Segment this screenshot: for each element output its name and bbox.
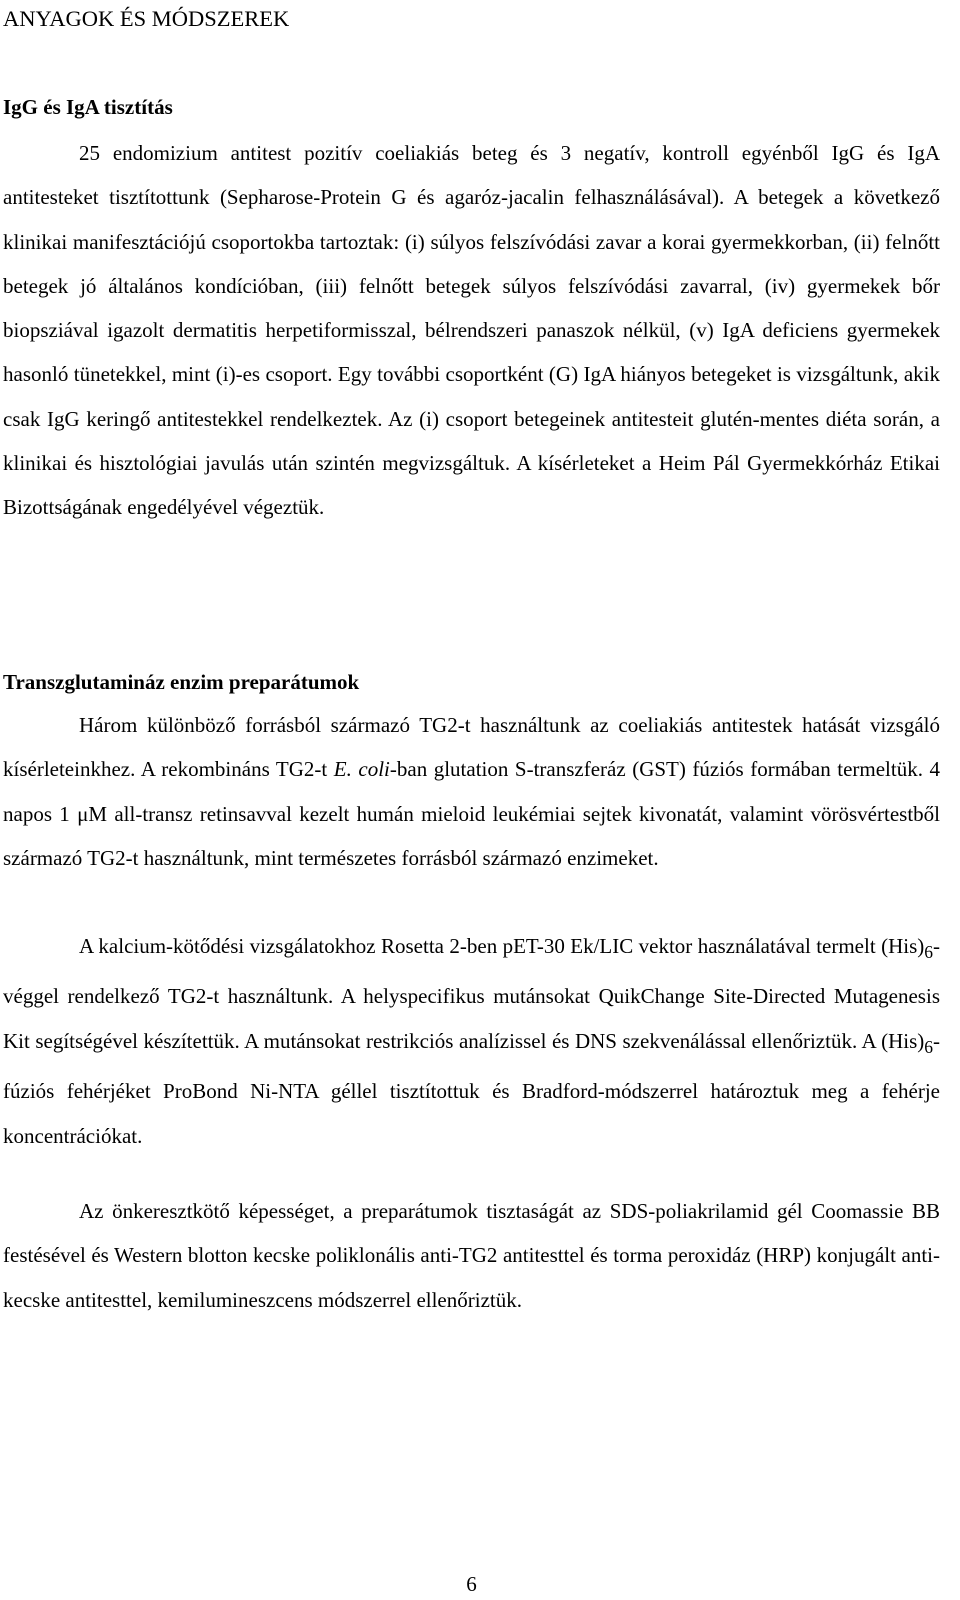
organism-name: E. coli (333, 757, 390, 782)
text-segment: A kalcium-kötődési vizsgálatokhoz Rosetta 2-ben pET-30 Ek/LIC vektor használatával termelt (His) (79, 934, 925, 958)
paragraph-calcium-binding (3, 924, 940, 1158)
text-segment: -fúziós fehérjéket ProBond Ni-NTA géllel tisztítottuk és Bradford-módszerrel határoztuk meg a fehérje koncentrációkat. (3, 1028, 940, 1148)
text-segment: Három különböző forrásból származó TG2-t használtunk az coeliakiás antitestek hatását vizsgáló kísérleteinkhez. A rekombináns TG2-t (3, 713, 940, 782)
paragraph-crosslinking: Az önkeresztkötő képességet, a preparátumok tisztaságát az SDS-poliakrilamid gél Coomassie BB festésével és Western blotton kecske poliklonális anti-TG2 antitesttel és torma peroxidáz (HRP) konjugált anti-kecske antitesttel, kemilumineszcens módszerrel ellenőriztük. (3, 1199, 940, 1312)
text-segment: -véggel rendelkező TG2-t használtunk. A helyspecifikus mutánsokat QuikChange Site-Directed Mutagenesis Kit segítségével készítettük. A mutánsokat restrikciós analízissel és DNS szekvenálással ellenőriztük. A (His) (3, 934, 940, 1053)
chapter-heading: ANYAGOK ÉS MÓDSZEREK (3, 6, 290, 31)
section-heading-transglutaminase: Transzglutamináz enzim preparátumok (3, 670, 360, 694)
paragraph-igg-iga-purification: 25 endomizium antitest pozitív coeliakiás beteg és 3 negatív, kontroll egyénből IgG és IgA antitesteket tisztítottunk (Sepharose-Protein G és agaróz-jacalin felhasználásával). A betegek a következő klinikai manifesztációjú csoportokba tartoztak: (i) súlyos felszívódási zavar a korai gyermekkorban, (ii) felnőtt betegek jó általános kondícióban, (iii) felnőtt betegek súlyos felszívódási zavarral, (iv) gyermekek bőr biopsziával igazolt dermatitis herpetiformisszal, bélrendszeri panaszok nélkül, (v) IgA deficiens gyermekek hasonló tünetekkel, mint (i)-es csoport. Egy további csoportként (G) IgA hiányos betegeket is vizsgáltunk, akik csak IgG keringő antitestekkel rendelkeztek. Az (i) csoport betegeinek antitesteit glutén-mentes diéta során, a klinikai és hisztológiai javulás után szintén megvizsgáltuk. A kísérleteket a Heim Pál Gyermekkórház Etikai Bizottságának engedélyével végeztük. (3, 141, 940, 520)
subscript: 6 (924, 942, 933, 963)
subscript: 6 (924, 1036, 933, 1057)
paragraph-tg2-sources (3, 703, 940, 880)
page-number: 6 (466, 1572, 477, 1596)
section-heading-igg-iga: IgG és IgA tisztítás (3, 95, 173, 119)
text-segment: -ban glutation S-transzferáz (GST) fúziós formában termeltük. 4 napos 1 μM all-transz retinsavval kezelt humán mieloid leukémiai sejtek kivonatát, valamint vörösvértestből származó TG2-t használtunk, mint természetes forrásból származó enzimeket. (3, 757, 941, 870)
